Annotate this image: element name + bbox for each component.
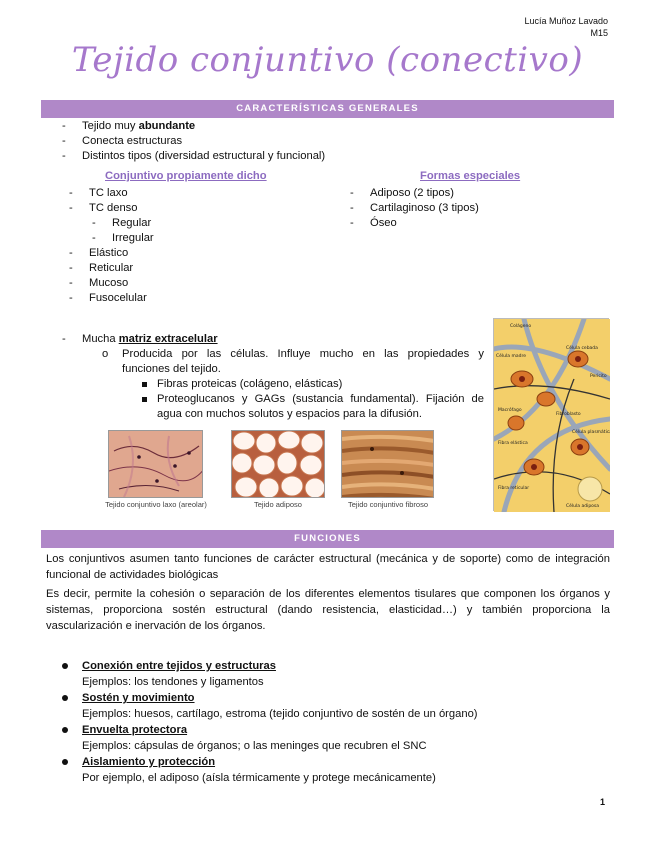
matrix-block — [62, 332, 484, 422]
connective-tissue-illustration — [494, 319, 610, 512]
loose-tissue-image — [108, 430, 203, 498]
list-item: - Mucoso — [69, 277, 129, 289]
connective-tissue-diagram — [493, 318, 609, 511]
list-item: - Óseo — [350, 217, 397, 229]
loose-tissue-micrograph — [109, 431, 203, 498]
caption-fibrous: Tejido conjuntivo fibroso — [347, 500, 429, 509]
diagram-label: Célula cebada — [566, 346, 598, 351]
diagram-label: Pericito — [590, 374, 607, 379]
adipose-tissue-image — [231, 430, 325, 498]
list-proper — [69, 186, 154, 306]
list-item: Sostén y movimiento Ejemplos: huesos, cartílago, estroma (tejido conjuntivo de sostén de un órgano) — [62, 690, 602, 722]
diagram-label: Macrófago — [498, 408, 522, 413]
functions-paragraph-1: Los conjuntivos asumen tanto funciones de carácter estructural (mecánica y de soporte) como de integración funcional de actividades biológicas — [46, 553, 610, 581]
diagram-label: Colágeno — [510, 324, 532, 329]
bullet-item: - Tejido muy abundante — [62, 120, 196, 132]
page-number: 1 — [600, 797, 606, 807]
bullet-item: - Conecta estructuras — [62, 135, 183, 147]
list-item: - Irregular — [92, 232, 154, 244]
diagram-label: Célula madre — [496, 354, 526, 359]
matrix-bullet: - Mucha matriz extracelular — [62, 333, 218, 345]
matrix-fibers: Fibras proteicas (colágeno, elásticas) — [62, 377, 484, 392]
bullet-item: - Distintos tipos (diversidad estructural y funcional) — [62, 150, 326, 162]
section-bar-functions: FUNCIONES — [41, 530, 614, 548]
list-item: Envuelta protectora Ejemplos: cápsulas de órganos; o las meninges que recubren el SNC — [62, 722, 602, 754]
page-title: Tejido conjuntivo (conectivo) — [71, 40, 584, 80]
diagram-label: Célula adiposa — [566, 504, 600, 509]
list-item: Conexión entre tejidos y estructuras Ejemplos: los tendones y ligamentos — [62, 658, 602, 690]
diagram-label: Fibra elástica — [498, 441, 528, 446]
list-item: - Cartilaginoso (3 tipos) — [350, 202, 479, 214]
author-name: Lucía Muñoz Lavado — [524, 16, 608, 26]
matrix-proteoglycans: Proteoglucanos y GAGs (sustancia fundamental). Fijación de agua con muchos solutos y espacios para la difusión. — [62, 392, 484, 422]
fibrous-tissue-image — [341, 430, 434, 498]
diagram-label: Fibroblasto — [556, 412, 581, 417]
course-code: M15 — [590, 28, 608, 38]
caption-adipose: Tejido adiposo — [254, 500, 302, 509]
adipose-tissue-micrograph — [232, 431, 325, 498]
diagram-label: Célula plasmática — [572, 430, 610, 435]
caption-loose: Tejido conjuntivo laxo (areolar) — [105, 500, 207, 509]
diagram-label: Fibra reticular — [498, 486, 530, 491]
col-title-proper: Conjuntivo propiamente dicho — [105, 170, 267, 182]
list-item: - Elástico — [69, 247, 129, 259]
general-bullets — [62, 119, 325, 164]
author-block — [524, 15, 608, 39]
list-item: - Reticular — [69, 262, 134, 274]
functions-paragraph-2: Es decir, permite la cohesión o separación de los diferentes elementos tisulares que componen los órganos y sistemas, proporciona sostén estructural (dando resistencia, elasticidad…) y también proporciona la vascularización e inervación de los órganos. — [46, 588, 610, 632]
list-item: - Adiposo (2 tipos) — [350, 187, 454, 199]
col-title-special: Formas especiales — [420, 170, 521, 182]
list-item: - TC denso — [69, 202, 138, 214]
list-item: - TC laxo — [69, 187, 128, 199]
list-item: Aislamiento y protección Por ejemplo, el adiposo (aísla térmicamente y protege mecánicamente) — [62, 754, 602, 786]
section-bar-general: CARACTERÍSTICAS GENERALES — [41, 100, 614, 118]
functions-list — [62, 658, 602, 786]
list-item: - Regular — [92, 217, 152, 229]
fibrous-tissue-micrograph — [342, 431, 434, 498]
list-special — [350, 186, 479, 231]
list-item: - Fusocelular — [69, 292, 147, 304]
matrix-sub: o Producida por las células. Influye mucho en las propiedades y funciones del tejido. — [102, 348, 484, 375]
